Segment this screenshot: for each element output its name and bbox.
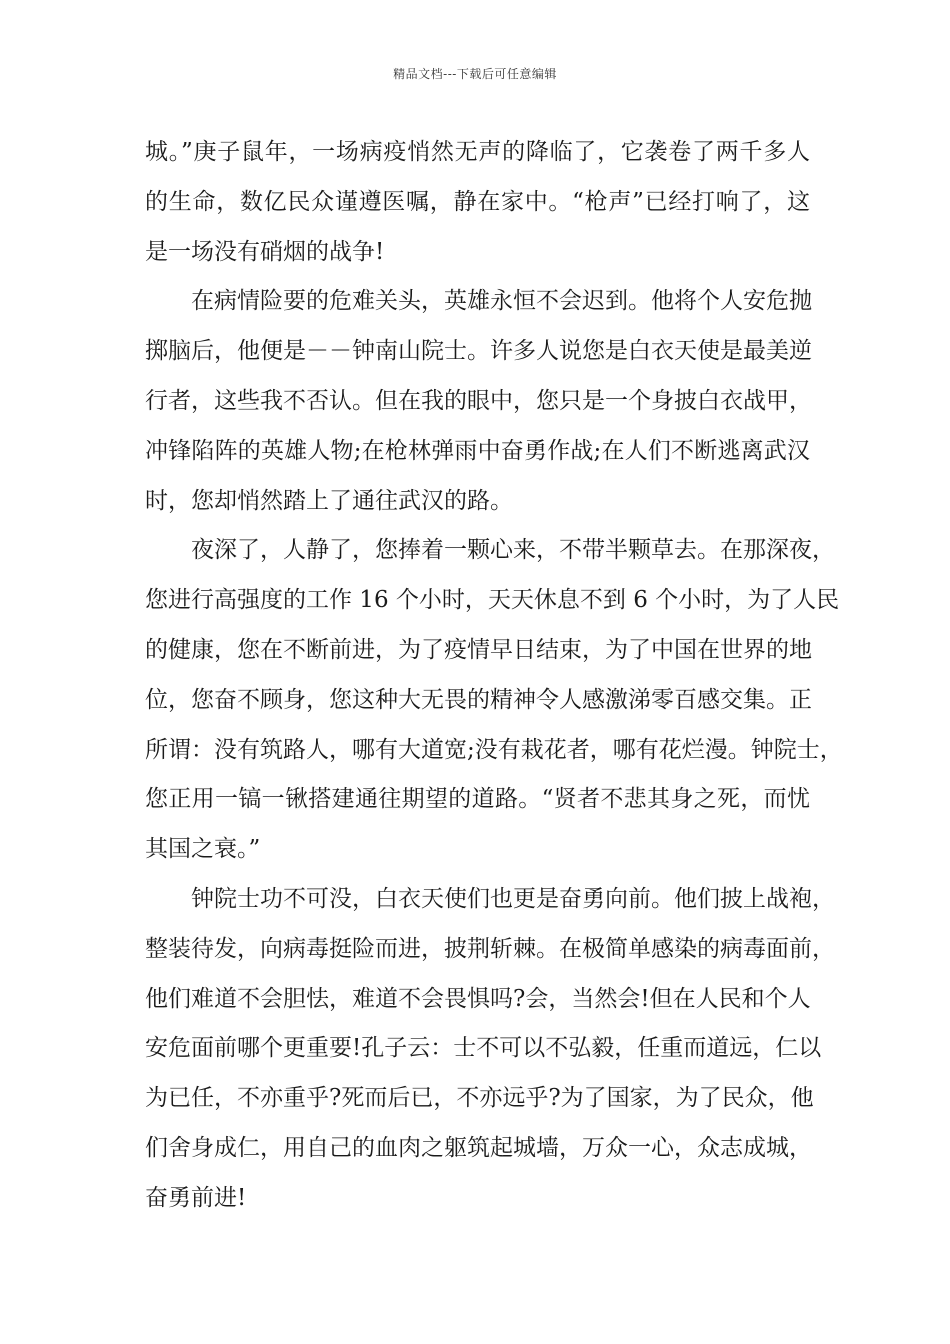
text-line: 安危面前哪个更重要!孔子云：士不可以不弘毅，任重而道远，仁以	[145, 1035, 822, 1062]
text-line: 行者，这些我不否认。但在我的眼中，您只是一个身披白衣战甲，	[145, 387, 812, 414]
text-line: 所谓：没有筑路人，哪有大道宽;没有栽花者，哪有花烂漫。钟院士，	[145, 736, 843, 763]
text-line: 钟院士功不可没，白衣天使们也更是奋勇向前。他们披上战袍，	[191, 885, 835, 912]
text-line: 其国之衰。”	[145, 836, 261, 863]
text-line: 的生命，数亿民众谨遵医嘱，静在家中。“枪声”已经打响了，这	[145, 188, 810, 215]
text-line: 城。”庚子鼠年，一场病疫悄然无声的降临了，它袭卷了两千多人	[145, 139, 810, 165]
text-line: 时，您却悄然踏上了通往武汉的路。	[145, 487, 513, 514]
text-line: 是一场没有硝烟的战争!	[145, 238, 385, 265]
text-line: 在病情险要的危难关头，英雄永恒不会迟到。他将个人安危抛	[191, 288, 812, 315]
text-line: 奋勇前进!	[145, 1184, 247, 1211]
text-line: 冲锋陷阵的英雄人物;在枪林弹雨中奋勇作战;在人们不断逃离武汉	[145, 437, 810, 464]
page-header: 精品文档---下载后可任意编辑	[393, 67, 557, 81]
article-body	[145, 128, 843, 1224]
text-line: 您正用一镐一锹搭建通往期望的道路。“贤者不悲其身之死，而忧	[145, 786, 810, 813]
text-line: 掷脑后，他便是－－钟南山院士。许多人说您是白衣天使是最美逆	[145, 338, 812, 365]
text-line: 整装待发，向病毒挺险而进，披荆斩棘。在极简单感染的病毒面前，	[145, 935, 835, 962]
text-line: 您进行高强度的工作 16 个小时，天天休息不到 6 个小时，为了人民	[145, 587, 840, 614]
text-line: 他们难道不会胆怯，难道不会畏惧吗?会，当然会!但在人民和个人	[145, 985, 811, 1012]
text-line: 夜深了，人静了，您捧着一颗心来，不带半颗草去。在那深夜，	[191, 537, 835, 564]
text-line: 的健康，您在不断前进，为了疫情早日结束，为了中国在世界的地	[145, 636, 812, 663]
text-line: 为已任，不亦重乎?死而后已，不亦远乎?为了国家，为了民众，他	[145, 1085, 814, 1112]
text-line: 位，您奋不顾身，您这种大无畏的精神令人感激涕零百感交集。正	[145, 686, 812, 713]
text-line: 们舍身成仁，用自己的血肉之躯筑起城墙，万众一心，众志成城，	[145, 1134, 812, 1161]
